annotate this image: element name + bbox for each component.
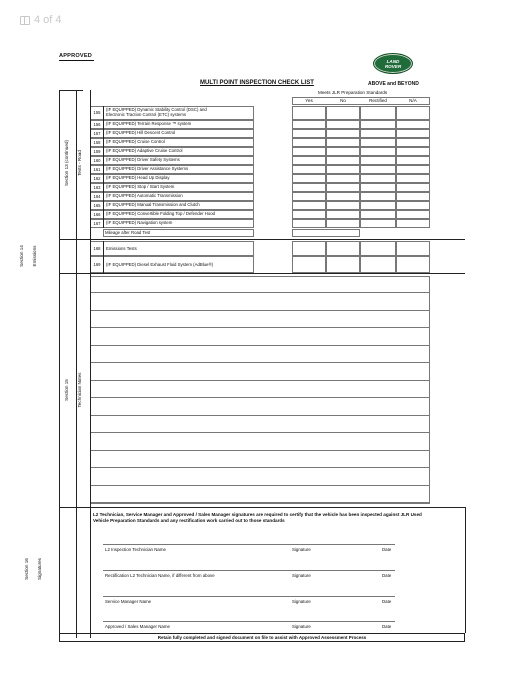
item-number: 165 xyxy=(93,203,101,208)
signature-label: Signature xyxy=(292,573,311,578)
row-divider xyxy=(103,192,104,201)
item-number: 164 xyxy=(93,194,101,199)
section-13-bottom-rule xyxy=(59,239,465,240)
section-15-label: Section 15 xyxy=(64,379,69,401)
check-cell[interactable] xyxy=(326,256,360,273)
check-cell[interactable] xyxy=(326,219,360,228)
check-cell[interactable] xyxy=(292,201,326,210)
check-cell[interactable] xyxy=(396,174,430,183)
item-text: (IF EQUIPPED) Navigation system xyxy=(106,220,173,225)
row-divider xyxy=(103,147,104,156)
note-line xyxy=(90,485,430,486)
check-cell[interactable] xyxy=(326,192,360,201)
check-cell[interactable] xyxy=(326,210,360,219)
item-text-cont: Electronic Traction Control (ETC) systems xyxy=(106,112,186,117)
page-icon xyxy=(20,16,30,25)
check-cell[interactable] xyxy=(360,241,396,256)
item-text: (IF EQUIPPED) Terrain Response ™ system xyxy=(106,121,192,126)
signature-name-label: Rectification L2 Technician Name, if different from above xyxy=(105,573,215,578)
check-cell[interactable] xyxy=(360,120,396,129)
check-cell[interactable] xyxy=(326,183,360,192)
check-cell[interactable] xyxy=(326,129,360,138)
footer-note: Retain fully completed and signed document on file to assist with Approved Assessment Process xyxy=(59,633,465,642)
item-text: (IF EQUIPPED) Convertible Folding Top / Defender Hood xyxy=(106,211,216,216)
check-cell[interactable] xyxy=(360,183,396,192)
check-cell[interactable] xyxy=(326,156,360,165)
tagline: ABOVE and BEYOND xyxy=(368,81,419,87)
check-cell[interactable] xyxy=(360,129,396,138)
signature-label: Signature xyxy=(292,624,311,629)
note-line xyxy=(90,362,430,363)
check-cell[interactable] xyxy=(326,165,360,174)
land-rover-logo xyxy=(373,53,413,74)
check-cell[interactable] xyxy=(396,241,430,256)
item-text: Emissions Tests xyxy=(106,245,137,251)
check-cell[interactable] xyxy=(292,241,326,256)
column-header-box xyxy=(292,97,430,105)
check-cell[interactable] xyxy=(396,120,430,129)
check-cell[interactable] xyxy=(292,129,326,138)
check-cell[interactable] xyxy=(326,138,360,147)
date-label: Date xyxy=(382,573,392,578)
frame-left-border xyxy=(59,90,60,638)
check-cell[interactable] xyxy=(360,192,396,201)
mileage-value-box[interactable] xyxy=(292,229,360,237)
note-line xyxy=(90,292,430,293)
check-cell[interactable] xyxy=(396,192,430,201)
row-divider xyxy=(103,174,104,183)
note-line xyxy=(90,432,430,433)
item-text: (IF EQUIPPED) Stop / Start System xyxy=(106,184,175,189)
item-text: (IF EQUIPPED) Driver Safety Systems xyxy=(106,157,180,162)
item-text: (IF EQUIPPED) Automatic Transmission xyxy=(106,193,183,198)
sublabel-divider xyxy=(90,90,91,638)
date-label: Date xyxy=(382,624,392,629)
check-cell[interactable] xyxy=(396,147,430,156)
check-cell[interactable] xyxy=(396,156,430,165)
note-line xyxy=(90,502,430,503)
check-cell[interactable] xyxy=(360,256,396,273)
check-cell[interactable] xyxy=(292,219,326,228)
check-cell[interactable] xyxy=(326,241,360,256)
check-cell[interactable] xyxy=(396,106,430,120)
check-cell[interactable] xyxy=(326,106,360,120)
section-16-label: Section 16 xyxy=(24,558,29,580)
note-line xyxy=(90,467,430,468)
row-divider xyxy=(103,156,104,165)
row-divider xyxy=(103,165,104,174)
check-cell[interactable] xyxy=(292,210,326,219)
check-cell[interactable] xyxy=(292,120,326,129)
check-cell[interactable] xyxy=(396,256,430,273)
section-15-bottom-rule xyxy=(59,507,465,508)
check-cell[interactable] xyxy=(292,165,326,174)
row-divider xyxy=(103,219,104,228)
check-cell[interactable] xyxy=(396,165,430,174)
check-cell[interactable] xyxy=(396,210,430,219)
check-cell[interactable] xyxy=(360,219,396,228)
check-cell[interactable] xyxy=(396,201,430,210)
check-cell[interactable] xyxy=(292,106,326,120)
page-indicator-text: 4 of 4 xyxy=(34,14,62,26)
check-cell[interactable] xyxy=(292,138,326,147)
check-cell[interactable] xyxy=(292,174,326,183)
frame-right-border xyxy=(465,507,466,633)
row-divider xyxy=(103,241,104,256)
check-cell[interactable] xyxy=(292,147,326,156)
item-text: (IF EQUIPPED) Driver Assistance Systems xyxy=(106,166,189,171)
signature-line[interactable] xyxy=(103,596,395,597)
column-header-na: N/A xyxy=(409,98,417,103)
item-number: 156 xyxy=(93,122,101,127)
row-divider xyxy=(103,120,104,129)
row-divider xyxy=(103,201,104,210)
check-cell[interactable] xyxy=(360,147,396,156)
signature-label: Signature xyxy=(292,547,311,552)
item-number: 166 xyxy=(93,212,101,217)
section-14-bottom-rule xyxy=(59,273,465,274)
check-cell[interactable] xyxy=(360,106,396,120)
item-text: (IF EQUIPPED) Head Up Display xyxy=(106,175,170,180)
item-number: 157 xyxy=(93,131,101,136)
check-cell[interactable] xyxy=(396,219,430,228)
section-label-divider xyxy=(76,90,77,638)
logo-line2: ROVER xyxy=(384,63,402,69)
item-number: 159 xyxy=(93,149,101,154)
item-number: 167 xyxy=(93,221,101,226)
signature-name-label: Approved / Sales Manager Name xyxy=(105,624,170,629)
check-cell[interactable] xyxy=(292,183,326,192)
note-line xyxy=(90,380,430,381)
item-text: (IF EQUIPPED) Dynamic Stability Control (DSC) and xyxy=(106,107,207,112)
check-cell[interactable] xyxy=(396,129,430,138)
signature-line[interactable] xyxy=(103,544,395,545)
check-cell[interactable] xyxy=(326,147,360,156)
item-number: 162 xyxy=(93,176,101,181)
note-line xyxy=(90,397,430,398)
item-number: 161 xyxy=(93,167,101,172)
section-13-label: Section 13 (continued) xyxy=(64,140,69,186)
document-title: MULTI POINT INSPECTION CHECK LIST xyxy=(200,80,314,86)
item-number: 163 xyxy=(93,185,101,190)
row-divider xyxy=(103,129,104,138)
check-cell[interactable] xyxy=(292,192,326,201)
check-cell[interactable] xyxy=(326,201,360,210)
item-text: (IF EQUIPPED) Adaptive Cruise Control xyxy=(106,148,183,153)
column-header-rectified: Rectified xyxy=(369,98,387,103)
signature-label: Signature xyxy=(292,599,311,604)
section-13-sublabel: Tests - Road xyxy=(77,150,82,176)
check-cell[interactable] xyxy=(292,156,326,165)
approved-label: APPROVED xyxy=(59,53,92,59)
item-number: 158 xyxy=(93,140,101,145)
section-16-sublabel: Signatures xyxy=(37,558,42,580)
note-line xyxy=(90,450,430,451)
item-text: (IF EQUIPPED) Cruise Control xyxy=(106,139,165,144)
item-number: 155 xyxy=(93,110,101,115)
check-cell[interactable] xyxy=(360,210,396,219)
row-divider xyxy=(103,183,104,192)
column-header-no: No xyxy=(340,98,346,103)
item-number: 160 xyxy=(93,158,101,163)
signature-line[interactable] xyxy=(103,621,395,622)
section-14-sublabel: Emissions xyxy=(32,245,37,267)
divider xyxy=(59,90,83,91)
check-cell[interactable] xyxy=(360,165,396,174)
column-header-yes: Yes xyxy=(305,98,313,103)
signature-line[interactable] xyxy=(103,570,395,571)
row-divider xyxy=(103,256,104,273)
note-line xyxy=(90,415,430,416)
page-indicator xyxy=(20,14,62,26)
logo-line1: LAND xyxy=(386,58,400,64)
row-divider xyxy=(103,106,104,120)
row-divider xyxy=(103,210,104,219)
check-cell[interactable] xyxy=(360,156,396,165)
note-line xyxy=(90,310,430,311)
check-cell[interactable] xyxy=(292,256,326,273)
mileage-label: Mileage after Road Test xyxy=(105,230,151,235)
check-cell[interactable] xyxy=(360,174,396,183)
note-line xyxy=(90,345,430,346)
check-cell[interactable] xyxy=(360,138,396,147)
item-text: (IF EQUIPPED) Diesel Exhaust Fluid System (AdBlue®) xyxy=(106,261,214,267)
date-label: Date xyxy=(382,599,392,604)
check-cell[interactable] xyxy=(326,174,360,183)
signature-name-label: L2 Inspection Technician Name xyxy=(105,547,166,552)
item-number: 169 xyxy=(93,261,101,267)
check-cell[interactable] xyxy=(396,138,430,147)
standards-label: Meets JLR Preparation Standards xyxy=(318,90,388,95)
check-cell[interactable] xyxy=(326,120,360,129)
signature-name-label: Service Manager Name xyxy=(105,599,152,604)
section-14-label: Section 14 xyxy=(19,245,24,267)
note-line xyxy=(90,327,430,328)
item-text: (IF EQUIPPED) Manual Transmission and Clutch xyxy=(106,202,200,207)
item-number: 168 xyxy=(93,245,101,251)
check-cell[interactable] xyxy=(396,183,430,192)
certification-text: L2 Technician, Service Manager and Approved / Sales Manager signatures are required to certify that the vehicle has been inspected against JLR Used Vehicle Preparation Standards and any rectification work carried out to those standards xyxy=(93,512,422,523)
row-divider xyxy=(103,138,104,147)
date-label: Date xyxy=(382,547,392,552)
check-cell[interactable] xyxy=(360,201,396,210)
section-15-sublabel: Technician Notes xyxy=(77,372,82,408)
item-text: (IF EQUIPPED) Hill Descent Control xyxy=(106,130,176,135)
